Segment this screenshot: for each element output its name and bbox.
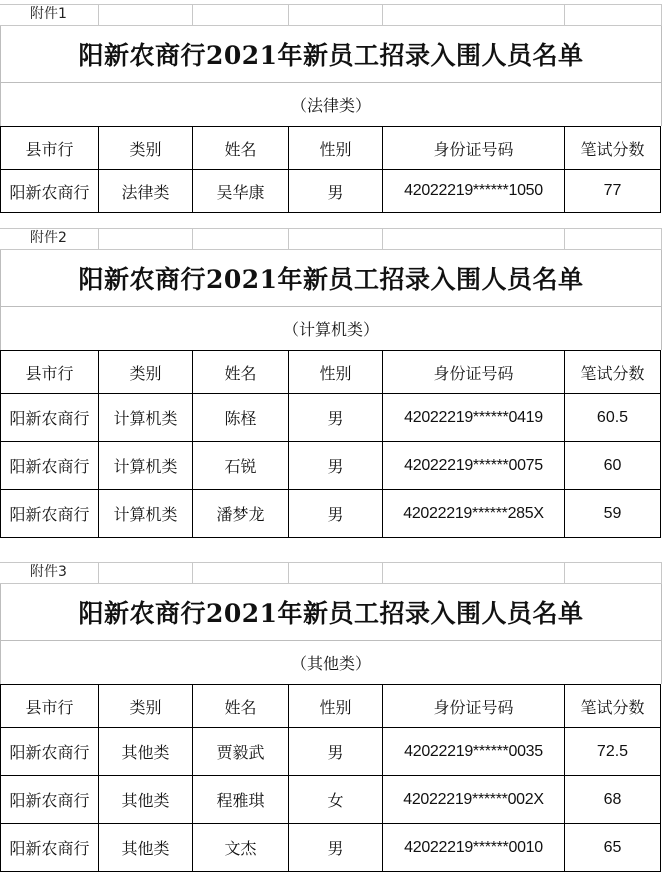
category-label: （其他类）	[290, 654, 371, 673]
cell-score: 65	[565, 824, 661, 872]
sheet-title: 阳新农商行2021年新员工招录入围人员名单	[78, 599, 584, 628]
cell-id-number: 42022219******0010	[383, 824, 565, 872]
cell-id-number: 42022219******285X	[383, 490, 565, 538]
cell-county: 阳新农商行	[1, 170, 99, 213]
cell-county: 阳新农商行	[1, 728, 99, 776]
header-category: 类别	[99, 685, 193, 728]
cell-id-number: 42022219******0075	[383, 442, 565, 490]
header-id-number: 身份证号码	[383, 351, 565, 394]
cell-id-number: 42022219******1050	[383, 170, 565, 213]
header-name: 姓名	[193, 127, 289, 170]
table-row	[1, 776, 661, 824]
title-row	[0, 250, 662, 306]
cell-score: 60	[565, 442, 661, 490]
table-row	[1, 490, 661, 538]
cell-gender: 男	[289, 728, 383, 776]
cell-gender: 男	[289, 170, 383, 213]
cell-category: 其他类	[99, 776, 193, 824]
header-category: 类别	[99, 127, 193, 170]
category-label: （计算机类）	[282, 320, 379, 339]
attachment-label: 附件3	[30, 564, 67, 580]
cell-county: 阳新农商行	[1, 824, 99, 872]
cell-category: 计算机类	[99, 394, 193, 442]
header-gender: 性别	[289, 351, 383, 394]
header-category: 类别	[99, 351, 193, 394]
table-row	[1, 824, 661, 872]
header-gender: 性别	[289, 127, 383, 170]
cell-id-number: 42022219******0419	[383, 394, 565, 442]
sheet-title: 阳新农商行2021年新员工招录入围人员名单	[78, 41, 584, 70]
header-county: 县市行	[1, 351, 99, 394]
sheet-title: 阳新农商行2021年新员工招录入围人员名单	[78, 265, 584, 294]
cell-name: 潘梦龙	[193, 490, 289, 538]
cell-name: 陈柽	[193, 394, 289, 442]
category-row	[0, 640, 662, 684]
header-name: 姓名	[193, 685, 289, 728]
table-row	[1, 728, 661, 776]
cell-county: 阳新农商行	[1, 776, 99, 824]
cell-county: 阳新农商行	[1, 394, 99, 442]
attachment-label: 附件1	[30, 6, 67, 22]
candidate-table	[0, 684, 661, 872]
cell-category: 法律类	[99, 170, 193, 213]
cell-category: 计算机类	[99, 490, 193, 538]
cell-name: 吴华康	[193, 170, 289, 213]
cell-name: 石锐	[193, 442, 289, 490]
spreadsheet-grid-row	[0, 562, 662, 584]
table-row	[1, 170, 661, 213]
header-id-number: 身份证号码	[383, 685, 565, 728]
table-row	[1, 394, 661, 442]
table-header-row	[1, 685, 661, 728]
category-row	[0, 82, 662, 126]
header-county: 县市行	[1, 685, 99, 728]
header-score: 笔试分数	[565, 351, 661, 394]
cell-gender: 男	[289, 824, 383, 872]
table-header-row	[1, 351, 661, 394]
cell-county: 阳新农商行	[1, 442, 99, 490]
cell-score: 68	[565, 776, 661, 824]
cell-gender: 男	[289, 490, 383, 538]
cell-score: 72.5	[565, 728, 661, 776]
candidate-table	[0, 350, 661, 538]
header-score: 笔试分数	[565, 127, 661, 170]
header-id-number: 身份证号码	[383, 127, 565, 170]
title-row	[0, 26, 662, 82]
spreadsheet-grid-row	[0, 4, 662, 26]
spreadsheet-grid-row	[0, 228, 662, 250]
table-header-row	[1, 127, 661, 170]
cell-name: 贾毅武	[193, 728, 289, 776]
cell-name: 程雅琪	[193, 776, 289, 824]
header-county: 县市行	[1, 127, 99, 170]
header-name: 姓名	[193, 351, 289, 394]
header-score: 笔试分数	[565, 685, 661, 728]
cell-gender: 女	[289, 776, 383, 824]
header-gender: 性别	[289, 685, 383, 728]
title-row	[0, 584, 662, 640]
cell-score: 59	[565, 490, 661, 538]
cell-category: 其他类	[99, 824, 193, 872]
category-row	[0, 306, 662, 350]
cell-name: 文杰	[193, 824, 289, 872]
cell-score: 60.5	[565, 394, 661, 442]
cell-gender: 男	[289, 394, 383, 442]
table-row	[1, 442, 661, 490]
category-label: （法律类）	[290, 96, 371, 115]
cell-county: 阳新农商行	[1, 490, 99, 538]
cell-category: 其他类	[99, 728, 193, 776]
cell-score: 77	[565, 170, 661, 213]
cell-id-number: 42022219******0035	[383, 728, 565, 776]
cell-id-number: 42022219******002X	[383, 776, 565, 824]
candidate-table	[0, 126, 661, 213]
cell-gender: 男	[289, 442, 383, 490]
attachment-label: 附件2	[30, 230, 67, 246]
cell-category: 计算机类	[99, 442, 193, 490]
